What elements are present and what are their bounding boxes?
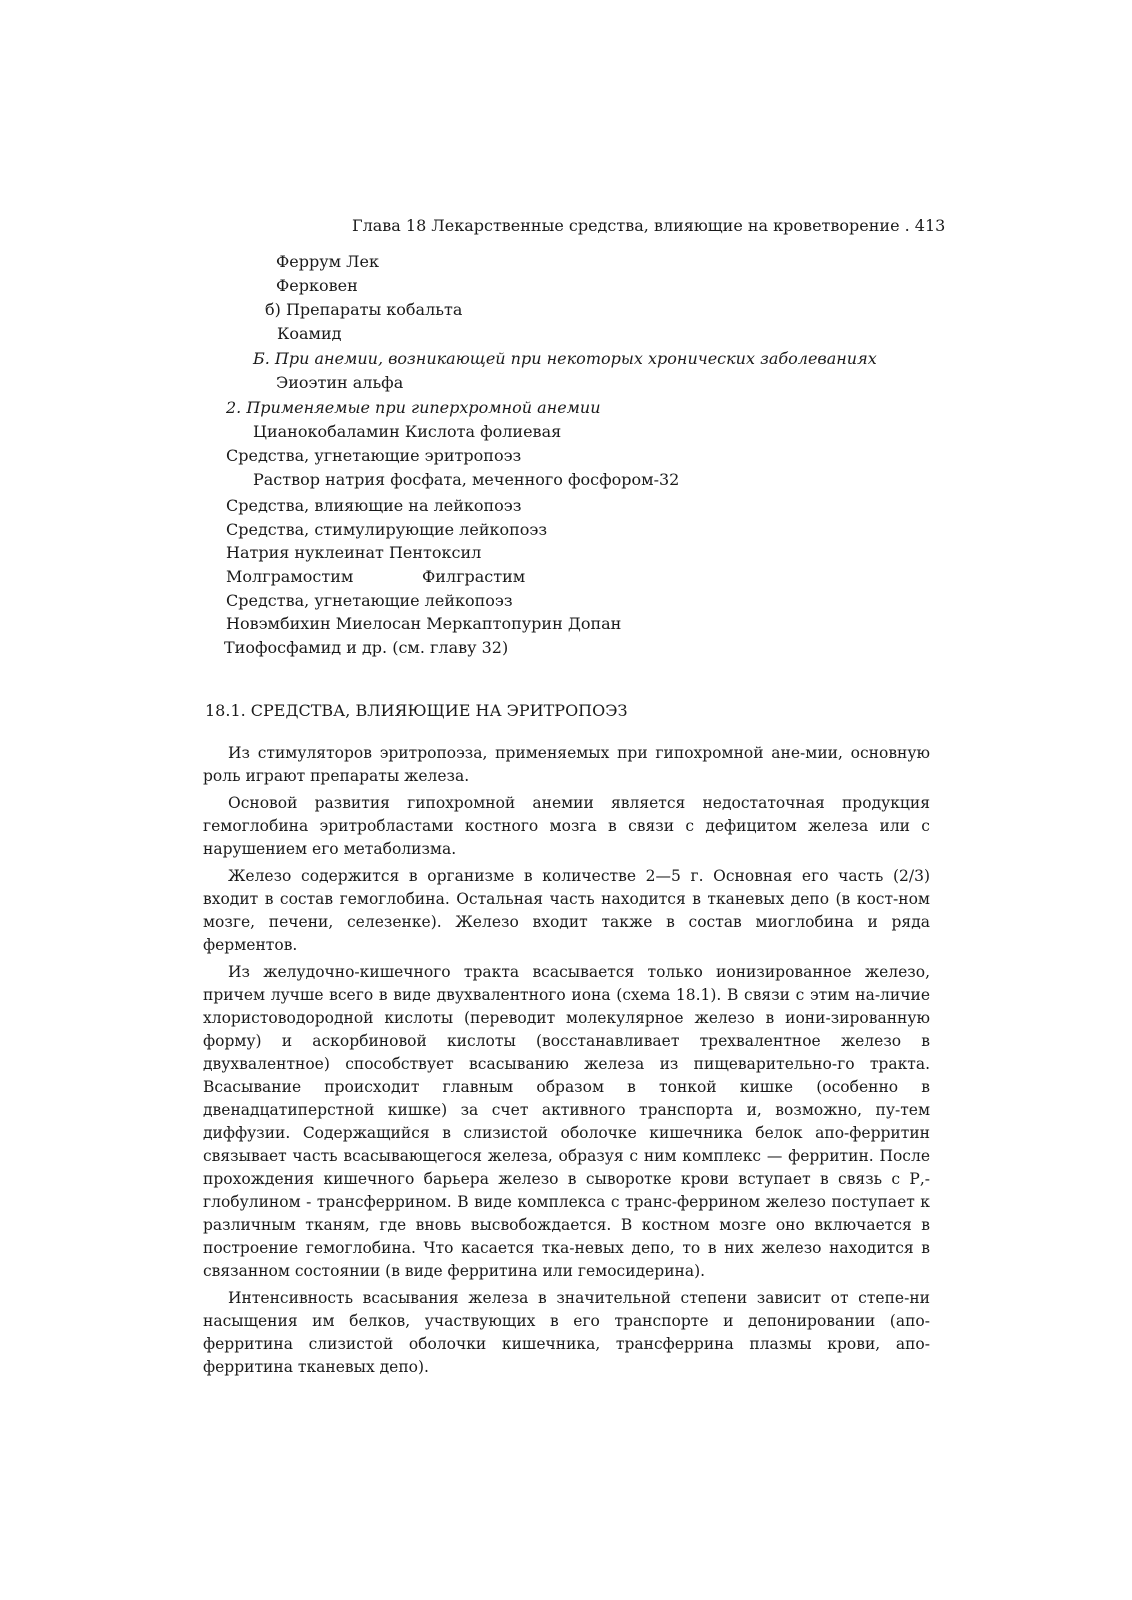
section-title: 18.1. СРЕДСТВА, ВЛИЯЮЩИЕ НА ЭРИТРОПОЭЗ [205, 701, 628, 720]
list-item: Коамид [277, 324, 342, 343]
list-subheading: Б. При анемии, возникающей при некоторых хронических заболеваниях [253, 349, 877, 368]
list-heading: Средства, угнетающие эритропоэз [226, 446, 522, 465]
list-item: Эиоэтин альфа [276, 373, 404, 392]
paragraph: Из желудочно-кишечного тракта всасывается только ионизированное железо, причем лучше всего в виде двухвалентного иона (схема 18.1). В связи с этим на-личие хлористоводородной кислоты (переводит молекулярное железо в иони-зированную форму) и аскорбиновой кислоты (восстанавливает трехвалентное железо в двухвалентное) способствует всасыванию железа из пищеварительно-го тракта. Всасывание происходит главным образом в тонкой кишке (особенно в двенадцатиперстной кишке) за счет активного транспорта и, возможно, пу-тем диффузии. Содержащийся в слизистой оболочке кишечника белок апо-ферритин связывает часть всасывающегося железа, образуя с ним комплекс — ферритин. После прохождения кишечного барьера железо в сыворотке крови вступает в связь с Р,-глобулином - трансферрином. В виде комплекса с транс-феррином железо поступает к различным тканям, где вновь высвобождается. В костном мозге оно включается в построение гемоглобина. Что касается тка-невых депо, то в них железо находится в связанном состоянии (в виде ферритина или гемосидерина). [203, 963, 930, 1280]
body-text [203, 742, 930, 1383]
list-item: Тиофосфамид и др. (см. главу 32) [224, 638, 509, 657]
paragraph: Железо содержится в организме в количестве 2—5 г. Основная его часть (2/3) входит в состав гемоглобина. Остальная часть находится в тканевых депо (в кост-ном мозге, печени, селезенке). Железо входит также в состав миоглобина и ряда ферментов. [203, 867, 930, 954]
list-item: Натрия нуклеинат Пентоксил [226, 543, 482, 562]
list-item: Раствор натрия фосфата, меченного фосфором-32 [253, 470, 680, 489]
paragraph: Интенсивность всасывания железа в значительной степени зависит от степе-ни насыщения им белков, участвующих в его транспорте и депонировании (апо-ферритина слизистой оболочки кишечника, трансферрина плазмы крови, апо-ферритина тканевых депо). [203, 1289, 930, 1376]
list-heading: Средства, влияющие на лейкопоэз [226, 496, 522, 515]
list-item: б) Препараты кобальта [265, 300, 463, 319]
list-item: Феррум Лек [276, 252, 379, 271]
list-item: Цианокобаламин Кислота фолиевая [253, 422, 562, 441]
list-heading: Средства, угнетающие лейкопоэз [226, 591, 513, 610]
list-heading: Средства, стимулирующие лейкопоэз [226, 520, 548, 539]
list-item: Филграстим [422, 567, 526, 586]
paragraph: Основой развития гипохромной анемии является недостаточная продукция гемоглобина эритробластами костного мозга в связи с дефицитом железа или с нарушением его метаболизма. [203, 794, 930, 858]
list-subheading: 2. Применяемые при гиперхромной анемии [226, 398, 601, 417]
paragraph: Из стимуляторов эритропоэза, применяемых при гипохромной ане-мии, основную роль играют препараты железа. [203, 744, 930, 785]
list-item: Новэмбихин Миелосан Меркаптопурин Допан [226, 614, 622, 633]
running-header: Глава 18 Лекарственные средства, влияющие на кроветворение . 413 [352, 216, 946, 235]
list-item: Молграмостим [226, 567, 354, 586]
list-item: Ферковен [276, 276, 358, 295]
